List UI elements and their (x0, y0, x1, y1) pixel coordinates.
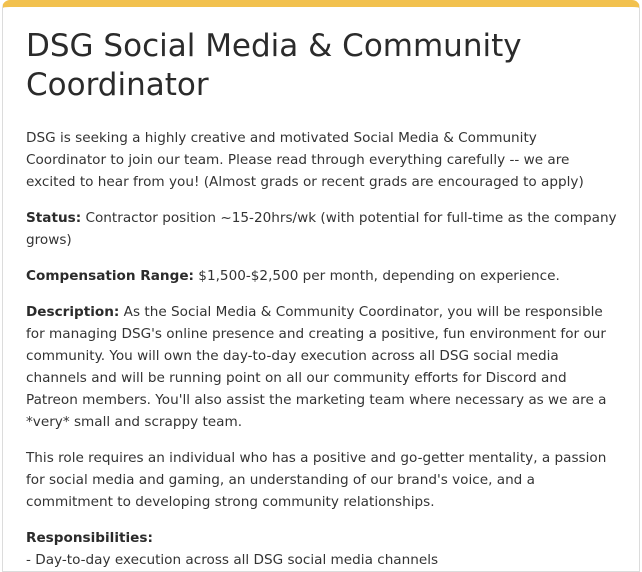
responsibility-item: - Day-to-day execution across all DSG social media channels (26, 552, 439, 568)
job-title: DSG Social Media & Community Coordinator (26, 28, 522, 103)
role-requirements: This role requires an individual who has a positive and go-getter mentality, a passion for social media and gaming, an understanding of our brand's voice, and a commitment to developing strong community relationships. (26, 450, 607, 510)
status-label: Status: (26, 210, 82, 226)
status-value: Contractor position ~15-20hrs/wk (with potential for full-time as the company grows) (26, 210, 617, 248)
job-intro: DSG is seeking a highly creative and motivated Social Media & Community Coordinator to join our team. Please read through everything carefully -- we are excited to hear from you! (Almost grads or recent grads are encouraged to apply) (26, 130, 584, 190)
responsibilities-heading (26, 527, 617, 549)
compensation-value: $1,500-$2,500 per month, depending on experience. (193, 268, 560, 284)
job-description (26, 301, 617, 433)
job-status (26, 207, 617, 251)
job-compensation (26, 265, 617, 287)
responsibilities-label: Responsibilities: (26, 530, 153, 546)
description-label: Description: (26, 304, 120, 320)
compensation-label: Compensation Range: (26, 268, 194, 284)
job-posting-card (2, 0, 640, 572)
description-value: As the Social Media & Community Coordinator, you will be responsible for managing DSG's online presence and creating a positive, fun environment for our community. You will own the day-to-day execution across all DSG social media channels and will be running point on all our community efforts for Discord and Patreon members. You'll also assist the marketing team where necessary as we are a *very* small and scrappy team. (26, 304, 607, 430)
